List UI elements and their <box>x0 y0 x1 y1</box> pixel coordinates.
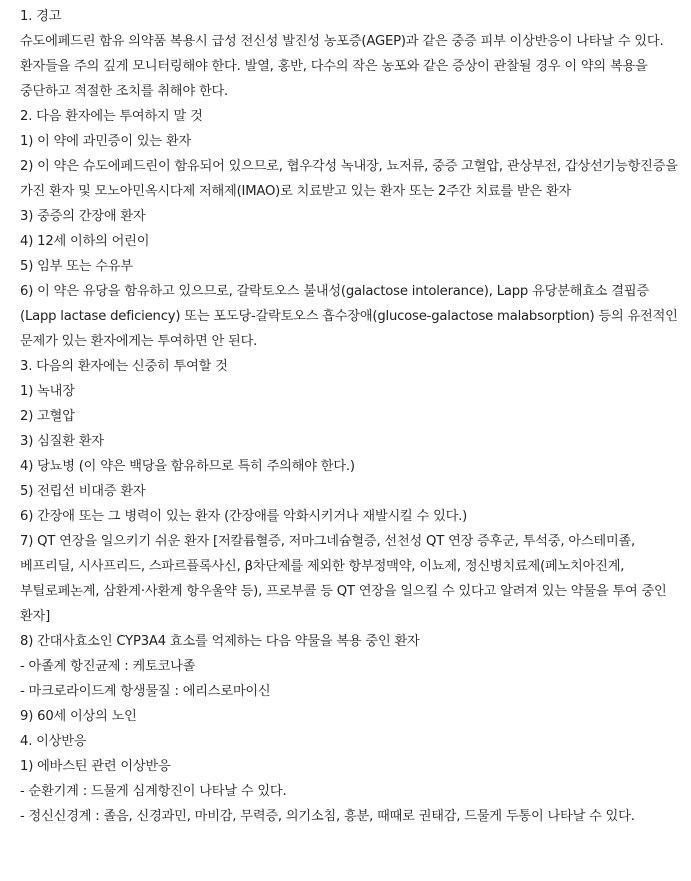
caution-item: 7) QT 연장을 일으키기 쉬운 환자 [저칼륨혈증, 저마그네슘혈증, 선천성 QT 연장 증후군, 투석중, 아스테미졸, 베프리딜, 시사프리드, 스파르플록사신, β차단제를 제외한 항부정맥약, 이뇨제, 정신병치료제(페노치아진계, 부틸로페논계, 삼환계·사환계 항우울약 등), 프로부콜 등 QT 연장을 일으킬 수 있다고 알려져 있는 약물을 투여 중인 환자] <box>20 534 671 624</box>
caution-item: 3) 심질환 환자 <box>20 434 104 449</box>
contraindication-item: 2) 이 약은 슈도에페드린이 함유되어 있으므로, 협우각성 녹내장, 뇨저류, 중증 고혈압, 관상부전, 갑상선기능항진증을 가진 환자 및 모노아민옥시다제 저해제(IMAO)로 치료받고 있는 환자 또는 2주간 치료를 받은 환자 <box>20 159 682 199</box>
contraindication-item: 4) 12세 이하의 어린이 <box>20 234 150 249</box>
caution-subitem: - 마크로라이드계 항생물질 : 에리스로마이신 <box>20 684 271 699</box>
caution-item: 2) 고혈압 <box>20 409 75 424</box>
caution-subitem: - 아졸계 항진균제 : 케토코나졸 <box>20 659 196 674</box>
adverse-reaction-subitem: - 순환기계 : 드물게 심계항진이 나타날 수 있다. <box>20 784 287 799</box>
caution-item: 4) 당뇨병 (이 약은 백당을 함유하므로 특히 주의해야 한다.) <box>20 459 355 474</box>
section-heading-caution: 3. 다음의 환자에는 신중히 투여할 것 <box>20 359 228 374</box>
section-heading-warning: 1. 경고 <box>20 9 62 24</box>
contraindication-item: 5) 임부 또는 수유부 <box>20 259 133 274</box>
caution-item: 8) 간대사효소인 CYP3A4 효소를 억제하는 다음 약물을 복용 중인 환자 <box>20 634 420 649</box>
caution-item: 6) 간장애 또는 그 병력이 있는 환자 (간장애를 악화시키거나 재발시킬 수 있다.) <box>20 509 468 524</box>
document-body <box>20 4 682 829</box>
caution-item: 9) 60세 이상의 노인 <box>20 709 137 724</box>
adverse-reaction-item: 1) 에바스틴 관련 이상반응 <box>20 759 171 774</box>
contraindication-item: 6) 이 약은 유당을 함유하고 있으므로, 갈락토오스 불내성(galactose intolerance), Lapp 유당분해효소 결핍증(Lapp lactase deficiency) 또는 포도당-갈락토오스 흡수장애(glucose-galactose malabsorption) 등의 유전적인 문제가 있는 환자에게는 투여하면 안 된다. <box>20 284 682 349</box>
caution-item: 1) 녹내장 <box>20 384 75 399</box>
warning-paragraph: 슈도에페드린 함유 의약품 복용시 급성 전신성 발진성 농포증(AGEP)과 같은 중증 피부 이상반응이 나타날 수 있다. 환자들을 주의 깊게 모니터링해야 한다. 발열, 홍반, 다수의 작은 농포와 같은 증상이 관찰될 경우 이 약의 복용을 중단하고 적절한 조치를 취해야 한다. <box>20 34 668 99</box>
section-heading-contraindications: 2. 다음 환자에는 투여하지 말 것 <box>20 109 203 124</box>
adverse-reaction-subitem: - 정신신경계 : 졸음, 신경과민, 마비감, 무력증, 의기소침, 흥분, 때때로 권태감, 드물게 두통이 나타날 수 있다. <box>20 809 635 824</box>
section-heading-adverse-reactions: 4. 이상반응 <box>20 734 87 749</box>
contraindication-item: 3) 중증의 간장애 환자 <box>20 209 146 224</box>
caution-item: 5) 전립선 비대증 환자 <box>20 484 146 499</box>
contraindication-item: 1) 이 약에 과민증이 있는 환자 <box>20 134 192 149</box>
